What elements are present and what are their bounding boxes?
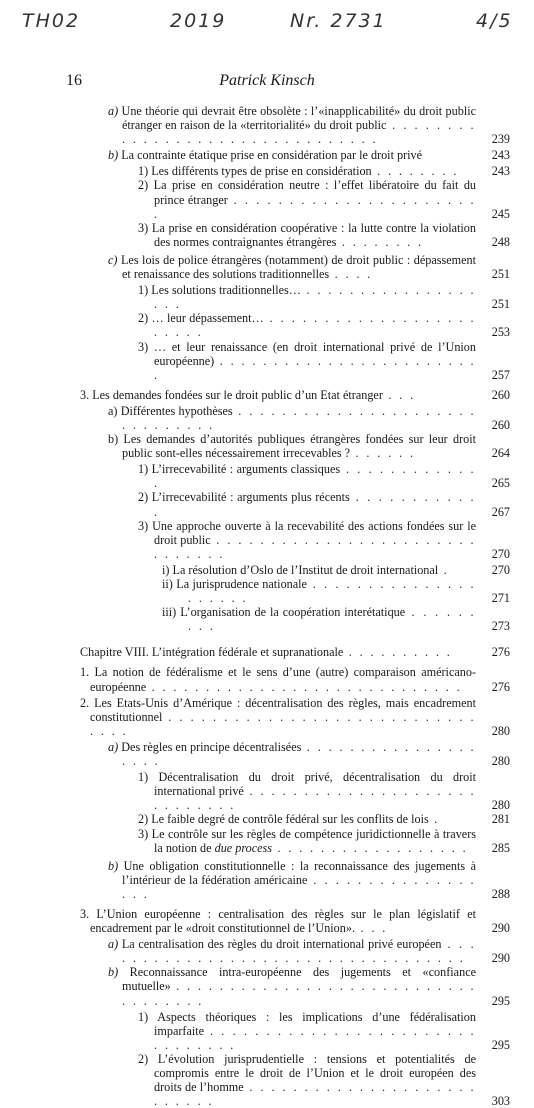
toc-entry: iii) L’organisation de la coopération interétatique . . . . . . . . . 273 (162, 605, 510, 634)
toc-entry: 2) La prise en considération neutre : l’effet libératoire du fait du prince étranger . . . . . . . . . . . . . . . . . . . . . . . 245 (138, 178, 510, 221)
toc-entry: a) La centralisation des règles du droit international privé européen . . . . . . . . . . . . . . . . . . . . . . . . . . . . . . . . . . . 290 (108, 937, 510, 966)
toc-entry: 2) L’irrecevabilité : arguments plus récents . . . . . . . . . . . . 267 (138, 490, 510, 519)
handwritten-number: Nr. 2731 (290, 10, 387, 32)
toc-entry: 1) Les solutions traditionnelles… . . . . . . . . . . . . . . . . . . . 251 (138, 283, 510, 312)
toc-entry: 1) Aspects théoriques : les implications d’une fédéralisation imparfaite . . . . . . . . . . . . . . . . . . . . . . . . . . . . . . . . 295 (138, 1009, 510, 1052)
toc-entry: a) Une théorie qui devrait être obsolète : l’«inapplicabilité» du droit public étranger en raison de la «territorialité» du droit public . . . . . . . . . . . . . . . . . . . . . . . . . . . . . . . . 239 (108, 104, 510, 147)
running-head-author: Patrick Kinsch (219, 72, 315, 89)
toc-entry: i) La résolution d’Oslo de l’Institut de droit international . 270 (162, 562, 510, 577)
chapter-heading: Chapitre VIII. L’intégration fédérale et supranationale . . . . . . . . . . 276 (80, 645, 510, 660)
toc-entry: a) Différentes hypothèses . . . . . . . . . . . . . . . . . . . . . . . . . . . . . . . 260 (108, 403, 510, 432)
toc-entry: b) Les demandes d’autorités publiques étrangères fondées sur leur droit public sont-elles nécessairement irrecevables ? . . . . . . 264 (108, 432, 510, 461)
page-number: 16 (66, 72, 82, 89)
toc-entry: 1) L’irrecevabilité : arguments classiques . . . . . . . . . . . . . 265 (138, 462, 510, 491)
toc-entry: 3) Le contrôle sur les règles de compétence juridictionnelle à travers la notion de due process . . . . . . . . . . . . . . . . . . 285 (138, 826, 510, 855)
toc-entry: a) Des règles en principe décentralisées . . . . . . . . . . . . . . . . . . . . 280 (108, 739, 510, 769)
handwritten-code: TH02 (22, 10, 81, 32)
toc-entry: 2) … leur dépassement… . . . . . . . . . . . . . . . . . . . . . . . . 253 (138, 311, 510, 340)
toc-entry: b) Une obligation constitutionnelle : la reconnaissance des jugements à l’intérieur de la fédération américaine . . . . . . . . . . . . . . . . . . 288 (108, 858, 510, 901)
handwritten-year: 2019 (170, 10, 227, 32)
toc-entry: 1) Décentralisation du droit privé, décentralisation du droit international privé . . . . . . . . . . . . . . . . . . . . . . . . . . . . . 280 (138, 770, 510, 813)
toc-entry: 1) Les différents types de prise en considération . . . . . . . . 243 (138, 164, 510, 179)
toc-entry: 2. Les Etats-Unis d’Amérique : décentralisation des règles, mais encadrement constitutionnel . . . . . . . . . . . . . . . . . . . . . . . . . . . . . . . . 280 (80, 695, 510, 738)
toc-entry: ii) La jurisprudence nationale . . . . . . . . . . . . . . . . . . . . . 271 (162, 577, 510, 606)
toc-entry: b) La contrainte étatique prise en considération par le droit privé 243 (108, 148, 510, 163)
toc-entry: 3. L’Union européenne : centralisation des règles sur le plan législatif et encadrement par le «droit constitutionnel de l’Union». . . . 290 (80, 906, 510, 936)
toc-entry: 3) La prise en considération coopérative : la lutte contre la violation des normes contraignantes étrangères . . . . . . . . 248 (138, 220, 510, 249)
table-of-contents (80, 104, 510, 1108)
handwritten-fraction: 4/5 (476, 10, 513, 32)
toc-entry: 1. La notion de fédéralisme et le sens d’une (autre) comparaison américano-européenne . . . . . . . . . . . . . . . . . . . . . . . . . . . . . 276 (80, 665, 510, 694)
toc-entry: b) Reconnaissance intra-européenne des jugements et «confiance mutuelle» . . . . . . . . . . . . . . . . . . . . . . . . . . . . . . . . . . . . 295 (108, 965, 510, 1008)
toc-entry: 3) Une approche ouverte à la recevabilité des actions fondées sur le droit public . . . . . . . . . . . . . . . . . . . . . . . . . . . . . . . 270 (138, 518, 510, 561)
toc-entry: 3. Les demandes fondées sur le droit public d’un Etat étranger . . . 260 (80, 387, 510, 402)
toc-entry: c) Les lois de police étrangères (notamment) de droit public : dépassement et renaissance des solutions traditionnelles . . . . 251 (108, 252, 510, 282)
toc-entry: 2) Le faible degré de contrôle fédéral sur les conflits de lois . 281 (138, 812, 510, 827)
toc-entry: 3) … et leur renaissance (en droit international privé de l’Union européenne) . . . . . . . . . . . . . . . . . . . . . . . . . 257 (138, 339, 510, 382)
toc-entry: 2) L’évolution jurisprudentielle : tensions et potentialités de compromis entre le droit de l’Union et le droit européen des droits de l’homme . . . . . . . . . . . . . . . . . . . . . . . . . . . 303 (138, 1051, 510, 1108)
